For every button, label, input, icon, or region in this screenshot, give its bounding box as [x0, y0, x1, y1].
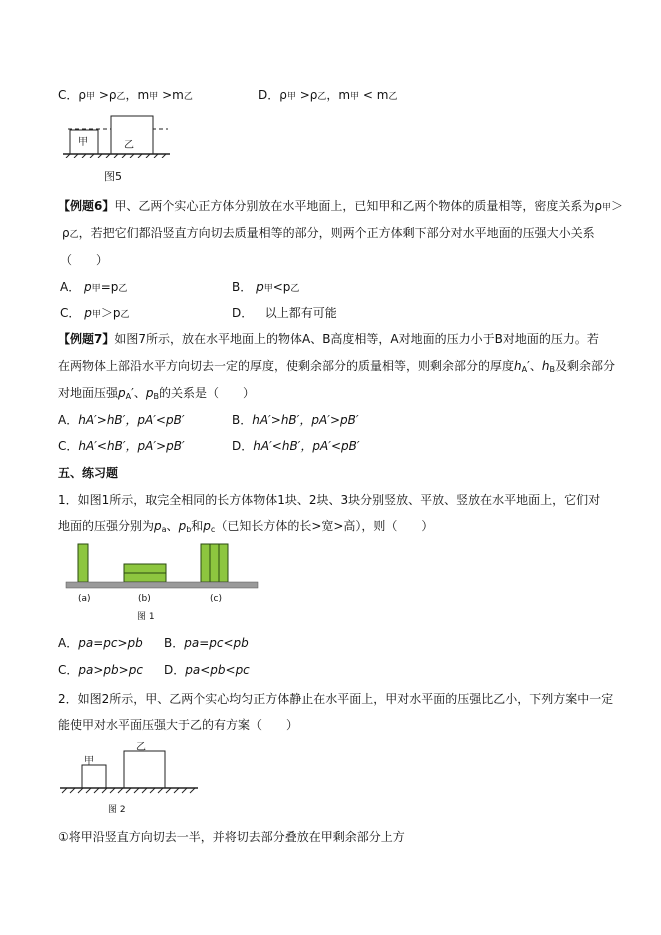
ex6-paren: （ ） [60, 253, 109, 267]
ex6-option-c: C． p甲＞p乙 [60, 306, 130, 320]
ex6-option-a: A． p甲=p乙 [60, 280, 128, 294]
ex7-option-b: B．hA′>hB′，pA′>pB′ [232, 413, 359, 427]
fig1-label-b: (b) [138, 594, 151, 604]
q2-line1: 2．如图2所示，甲、乙两个实心均匀正方体静止在水平面上，甲对水平面的压强比乙小，下列方案中一定 [58, 692, 614, 706]
q2-line2: 能使甲对水平面压强大于乙的有方案（ ） [58, 718, 299, 732]
ex7-option-d: D．hA′<hB′，pA′<pB′ [232, 439, 360, 453]
ex7-option-a: A．hA′>hB′，pA′<pB′ [58, 413, 185, 427]
fig5-caption: 图5 [104, 170, 122, 183]
q1-option-c: C．pa>pb>pc [58, 663, 143, 677]
fig5-label-yi: 乙 [124, 140, 134, 151]
q1-line1: 1．如图1所示，取完全相同的长方体物体1块、2块、3块分别竖放、平放、竖放在水平地面上，它们对 [58, 493, 601, 507]
fig2-label-jia: 甲 [84, 756, 94, 767]
ex7-line2: 在两物体上部沿水平方向切去一定的厚度，使剩余部分的质量相等，则剩余部分的厚度$h_A'$、$h_B$及剩余部分 [58, 359, 615, 374]
ex6-line1: 【例题6】甲、乙两个实心正方体分别放在水平地面上，已知甲和乙两个物体的质量相等，密度关系为ρ甲＞ [58, 199, 624, 213]
q1-option-d: D．pa<pb<pc [164, 663, 250, 677]
q1-option-a: A．pa=pc>pb [58, 636, 143, 650]
figure-5 [58, 108, 178, 158]
fig2-label-yi: 乙 [136, 742, 146, 753]
ex7-line3: 对地面压强$p_A'$、$p_B$的关系是（ ） [58, 386, 256, 401]
fig1-label-c: (c) [210, 594, 222, 604]
fig1-caption: 图 1 [137, 612, 155, 622]
ex7-line1: 【例题7】如图7所示，放在水平地面上的物体A、B高度相等，A对地面的压力小于B对地面的压力。若 [58, 332, 599, 346]
figure-1 [64, 541, 264, 591]
option-d-top: D．ρ甲 >ρ乙，m甲 < m乙 [258, 88, 398, 102]
q2-option-1: ①将甲沿竖直方向切去一半，并将切去部分叠放在甲剩余部分上方 [58, 830, 405, 844]
fig5-label-jia: 甲 [78, 137, 88, 148]
figure-2 [58, 748, 218, 798]
ex6-option-d: D． 以上都有可能 [232, 306, 337, 320]
q1-line2: 地面的压强分别为$p_a$、$p_b$和$p_c$（已知长方体的长>宽>高），则（ ） [58, 519, 434, 534]
ex7-option-c: C．hA′<hB′，pA′>pB′ [58, 439, 185, 453]
q1-option-b: B．pa=pc<pb [164, 636, 249, 650]
fig2-caption: 图 2 [108, 805, 126, 815]
section-heading: 五、练习题 [58, 466, 119, 480]
fig1-label-a: (a) [78, 594, 91, 604]
option-c-top: C．ρ甲 >ρ乙，m甲 >m乙 [58, 88, 193, 102]
ex6-option-b: B． p甲<p乙 [232, 280, 300, 294]
ex6-line2: ρ乙，若把它们都沿竖直方向切去质量相等的部分，则两个正方体剩下部分对水平地面的压强大小关系 [62, 226, 595, 240]
